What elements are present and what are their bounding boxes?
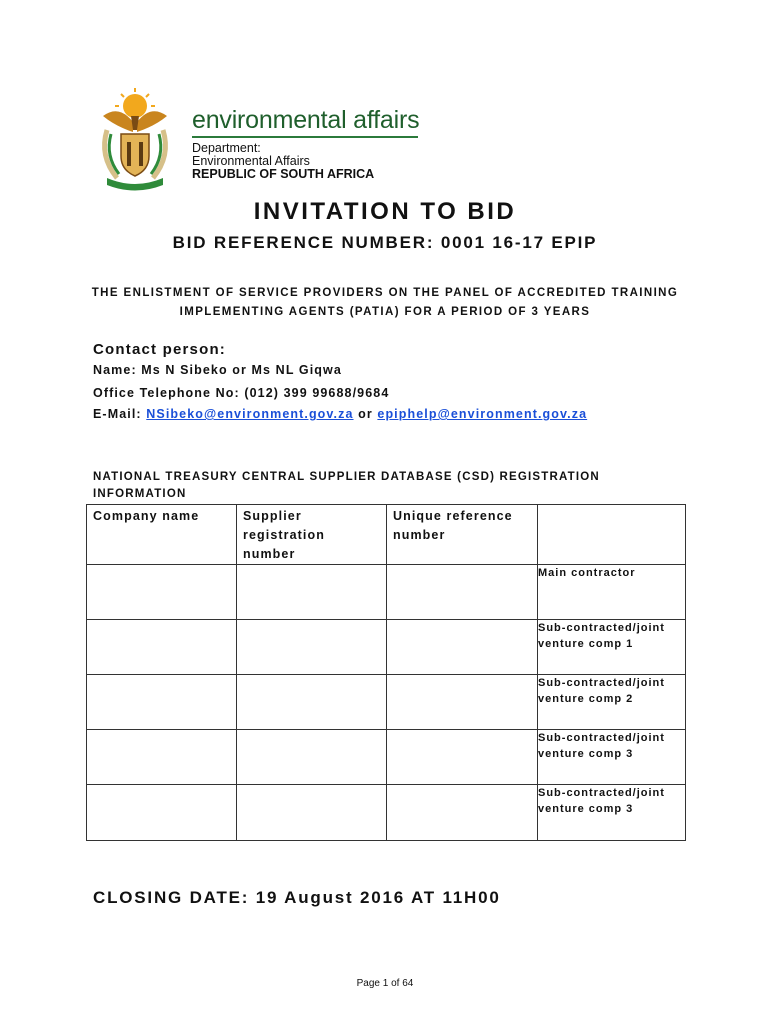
reference-number-cell[interactable] <box>387 565 538 620</box>
company-name-cell[interactable] <box>87 730 237 785</box>
contact-name: Name: Ms N Sibeko or Ms NL Giqwa <box>93 363 342 377</box>
bid-reference: BID REFERENCE NUMBER: 0001 16-17 EPIP <box>172 233 598 252</box>
logo-dept-line1: Department: <box>192 141 261 155</box>
reference-number-cell[interactable] <box>387 785 538 841</box>
logo-title: environmental affairs <box>192 106 420 134</box>
row-label-joint-venture-2: Sub-contracted/joint venture comp 2 <box>538 675 686 730</box>
table-row <box>87 620 686 675</box>
email-label: E-Mail: <box>93 407 142 421</box>
reference-number-cell[interactable] <box>387 730 538 785</box>
logo-dept-line2: Environmental Affairs <box>192 154 310 168</box>
contact-email <box>93 407 587 421</box>
row-label-joint-venture-3: Sub-contracted/joint venture comp 3 <box>538 730 686 785</box>
table-row <box>87 675 686 730</box>
contact-heading: Contact person: <box>93 341 227 358</box>
bid-description: THE ENLISTMENT OF SERVICE PROVIDERS ON THE PANEL OF ACCREDITED TRAINING IMPLEMENTING AGENTS (PATIA) FOR A PERIOD OF 3 YEARS <box>91 287 679 318</box>
reference-number-cell[interactable] <box>387 675 538 730</box>
header-supplier-registration: Supplier registration number <box>237 505 387 565</box>
supplier-number-cell[interactable] <box>237 620 387 675</box>
csd-registration-table <box>86 504 686 841</box>
company-name-cell[interactable] <box>87 785 237 841</box>
csd-heading: NATIONAL TREASURY CENTRAL SUPPLIER DATABASE (CSD) REGISTRATION INFORMATION <box>93 471 600 500</box>
reference-number-cell[interactable] <box>387 620 538 675</box>
coat-of-arms-icon <box>93 86 177 192</box>
table-row <box>87 785 686 841</box>
row-label-joint-venture-1: Sub-contracted/joint venture comp 1 <box>538 620 686 675</box>
email-link-2[interactable]: epiphelp@environment.gov.za <box>377 407 588 421</box>
logo-dept-line3: REPUBLIC OF SOUTH AFRICA <box>192 167 375 181</box>
page-title: INVITATION TO BID <box>253 198 517 225</box>
page-number: Page 1 of 64 <box>356 978 414 989</box>
table-row <box>87 730 686 785</box>
table-header-row <box>87 505 686 565</box>
row-label-main-contractor: Main contractor <box>538 565 686 620</box>
table-row <box>87 565 686 620</box>
contact-phone: Office Telephone No: (012) 399 99688/9684 <box>93 386 390 400</box>
header-unique-reference: Unique reference number <box>387 505 538 565</box>
logo-department-text <box>192 142 374 181</box>
department-logo <box>93 86 425 192</box>
header-company-name: Company name <box>87 505 237 565</box>
company-name-cell[interactable] <box>87 675 237 730</box>
company-name-cell[interactable] <box>87 565 237 620</box>
email-or: or <box>358 407 373 421</box>
closing-date: CLOSING DATE: 19 August 2016 AT 11H00 <box>93 888 501 907</box>
header-blank <box>538 505 686 565</box>
email-link-1[interactable]: NSibeko@environment.gov.za <box>146 407 354 421</box>
row-label-joint-venture-3b: Sub-contracted/joint venture comp 3 <box>538 785 686 841</box>
company-name-cell[interactable] <box>87 620 237 675</box>
supplier-number-cell[interactable] <box>237 675 387 730</box>
supplier-number-cell[interactable] <box>237 730 387 785</box>
supplier-number-cell[interactable] <box>237 565 387 620</box>
supplier-number-cell[interactable] <box>237 785 387 841</box>
logo-divider <box>192 136 418 138</box>
